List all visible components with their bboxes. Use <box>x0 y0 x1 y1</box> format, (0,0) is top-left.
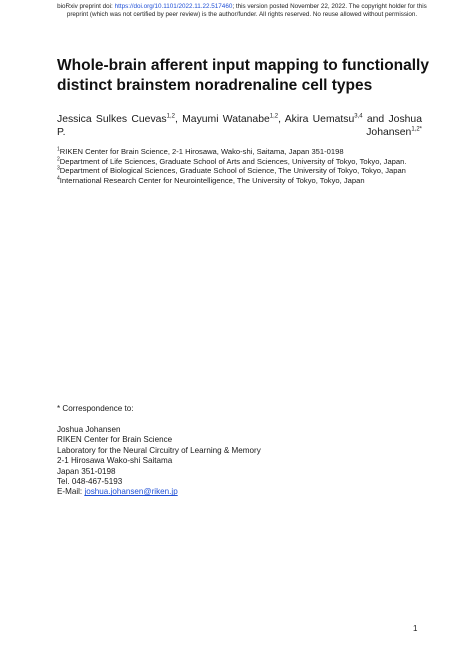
author-separator: , <box>278 114 285 125</box>
contact-email-row <box>57 487 261 497</box>
author-name: Akira Uematsu <box>284 114 355 125</box>
contact-address-line1: 2-1 Hirosawa Wako-shi Saitama <box>57 456 173 466</box>
affiliation-number: 4 <box>57 175 60 182</box>
affiliation-text: Department of Biological Sciences, Graduate School of Science, The University of Tokyo, Tokyo, Japan <box>59 166 406 176</box>
author-list <box>57 113 422 139</box>
correspondence-label: * Correspondence to: <box>57 404 134 413</box>
preprint-header-line2: preprint (which was not certified by peer review) is the author/funder. All rights reserved. No reuse allowed without permission. <box>66 11 418 18</box>
preprint-doi-link[interactable]: https://doi.org/10.1101/2022.11.22.517460 <box>114 3 233 10</box>
author-separator: and <box>362 114 389 125</box>
author-name: Jessica Sulkes Cuevas <box>57 114 167 125</box>
affiliation-item <box>57 147 423 157</box>
contact-address-line2: Japan 351-0198 <box>57 466 116 476</box>
author-name: Mayumi Watanabe <box>182 114 270 125</box>
contact-block <box>57 425 261 498</box>
author-name: Joshua P. Johansen <box>57 114 422 138</box>
contact-email-label: E-Mail: <box>57 487 85 497</box>
author-affiliation-marker: 1,2 <box>269 113 279 120</box>
page-number: 1 <box>413 624 418 633</box>
affiliation-number: 2 <box>57 156 60 163</box>
preprint-header-line1 <box>42 3 442 11</box>
affiliation-item <box>57 157 423 167</box>
contact-telephone: Tel. 048-467-5193 <box>57 477 123 487</box>
affiliation-number: 3 <box>57 165 60 172</box>
affiliation-number: 1 <box>57 146 60 153</box>
author-separator: , <box>174 114 183 125</box>
contact-lab: Laboratory for the Neural Circuitry of Learning & Memory <box>57 445 261 455</box>
contact-institution: RIKEN Center for Brain Science <box>57 435 173 445</box>
affiliation-text: RIKEN Center for Brain Science, 2-1 Hirosawa, Wako-shi, Saitama, Japan 351-0198 <box>59 147 344 156</box>
contact-email-link[interactable]: joshua.johansen@riken.jp <box>84 487 178 497</box>
affiliation-text: International Research Center for Neurointelligence, The University of Tokyo, Tokyo, Japan <box>59 175 365 185</box>
paper-title: Whole-brain afferent input mapping to functionally distinct brainstem noradrenaline cell types <box>57 57 429 94</box>
author-affiliation-marker: 1,2* <box>411 126 422 133</box>
affiliation-text: Department of Life Sciences, Graduate School of Arts and Sciences, University of Tokyo, Tokyo, Japan. <box>59 156 407 166</box>
author-affiliation-marker: 1,2 <box>166 113 175 120</box>
author-affiliation-marker: 3,4 <box>354 113 363 120</box>
affiliation-item <box>57 166 423 176</box>
contact-name: Joshua Johansen <box>57 425 121 434</box>
preprint-header-suffix: ; this version posted November 22, 2022. The copyright holder for this <box>232 3 427 10</box>
affiliation-item <box>57 176 423 186</box>
preprint-header <box>42 3 442 19</box>
preprint-doi-prefix: bioRxiv preprint doi: <box>57 3 115 10</box>
affiliation-list <box>57 147 423 185</box>
